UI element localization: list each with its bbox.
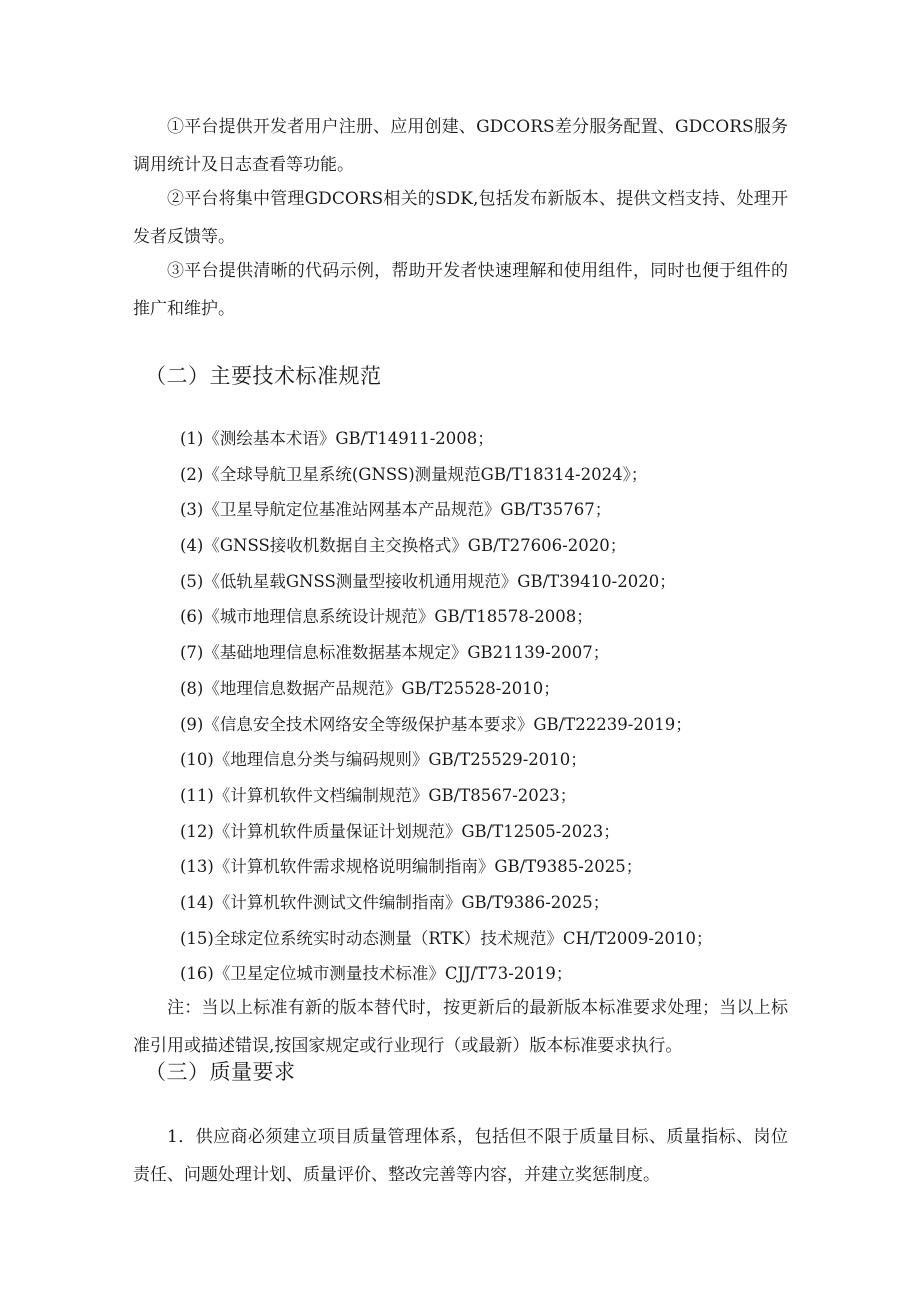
standard-item: (14)《计算机软件测试文件编制指南》GB/T9386-2025； (180, 892, 610, 912)
standard-item: (13)《计算机软件需求规格说明编制指南》GB/T9385-2025； (180, 857, 643, 877)
standards-note: 注：当以上标准有新的版本替代时，按更新后的最新版本标准要求处理；当以上标准引用或描述错误,按国家规定或行业现行（或最新）版本标准要求执行。 (133, 998, 788, 1056)
standard-item: (6)《城市地理信息系统设计规范》GB/T18578-2008； (180, 607, 593, 627)
standard-item: (2)《全球导航卫星系统(GNSS)测量规范GB/T18314-2024》； (180, 464, 648, 484)
quality-item-1: 1．供应商必须建立项目质量管理体系，包括但不限于质量目标、质量指标、岗位责任、问题处理计划、质量评价、整改完善等内容，并建立奖惩制度。 (133, 1127, 788, 1185)
standard-item: (8)《地理信息数据产品规范》GB/T25528-2010； (180, 678, 560, 698)
intro-item-1: ①平台提供开发者用户注册、应用创建、GDCORS差分服务配置、GDCORS服务调用统计及日志查看等功能。 (133, 117, 788, 175)
standard-item: (11)《计算机软件文档编制规范》GB/T8567-2023； (180, 785, 577, 805)
intro-item-2: ②平台将集中管理GDCORS相关的SDK,包括发布新版本、提供文档支持、处理开发者反馈等。 (133, 189, 788, 247)
standard-item: (5)《低轨星载GNSS测量型接收机通用规范》GB/T39410-2020； (180, 571, 676, 591)
standard-item: (10)《地理信息分类与编码规则》GB/T25529-2010； (180, 750, 587, 770)
standard-item: (3)《卫星导航定位基准站网基本产品规范》GB/T35767； (180, 500, 612, 520)
standard-item: (7)《基础地理信息标准数据基本规定》GB21139-2007； (180, 643, 610, 663)
section-heading-quality: （三）质量要求 (145, 1060, 296, 1084)
standard-item: (1)《测绘基本术语》GB/T14911-2008； (180, 429, 494, 448)
standard-item: (15)全球定位系统实时动态测量（RTK）技术规范》CH/T2009-2010； (180, 928, 713, 948)
standard-item: (9)《信息安全技术网络安全等级保护基本要求》GB/T22239-2019； (180, 714, 692, 734)
standard-item: (12)《计算机软件质量保证计划规范》GB/T12505-2023； (180, 821, 620, 841)
standards-list (180, 421, 712, 992)
section-heading-standards: （二）主要技术标准规范 (145, 364, 382, 388)
standard-item: (4)《GNSS接收机数据自主交换格式》GB/T27606-2020； (180, 536, 627, 556)
standard-item: (16)《卫星定位城市测量技术标准》CJJ/T73-2019； (180, 964, 573, 984)
intro-item-3: ③平台提供清晰的代码示例，帮助开发者快速理解和使用组件，同时也便于组件的推广和维护。 (133, 261, 788, 319)
